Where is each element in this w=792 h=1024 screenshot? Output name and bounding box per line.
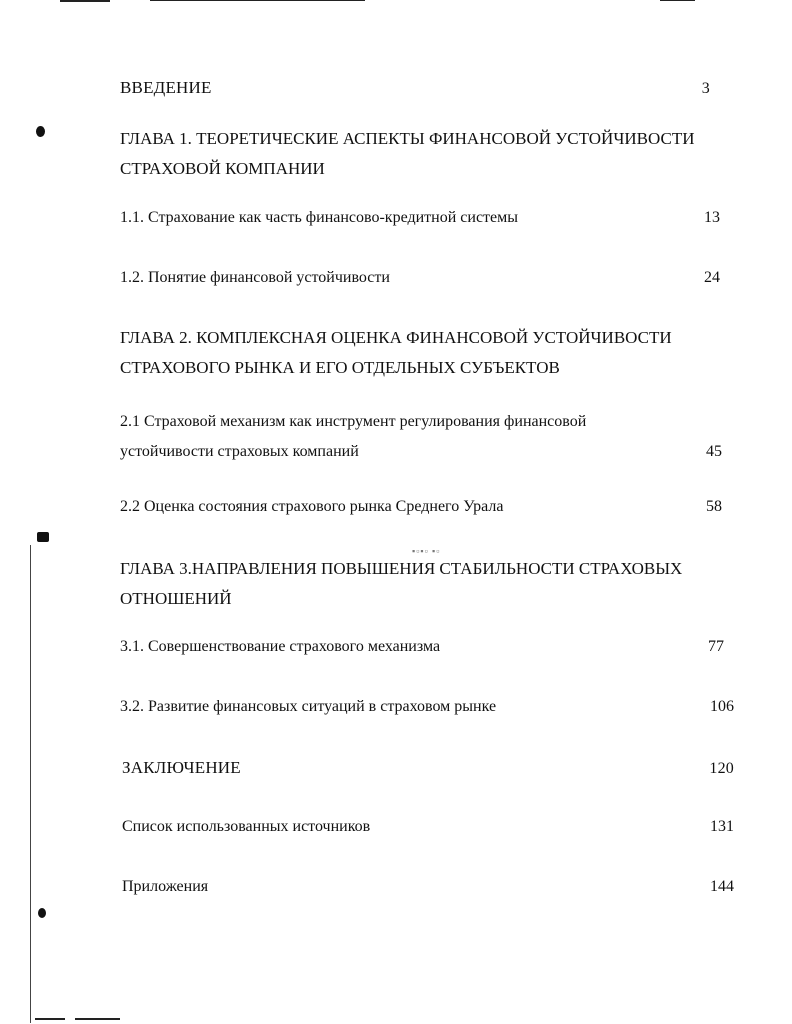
toc-page-number: 131	[710, 818, 734, 835]
chapter-title-line: СТРАХОВОЙ КОМПАНИИ	[120, 159, 325, 178]
chapter-title-line: ГЛАВА 2. КОМПЛЕКСНАЯ ОЦЕНКА ФИНАНСОВОЙ УСТОЙЧИВОСТИ	[120, 328, 672, 347]
toc-entry-title: Список использованных источников	[122, 818, 371, 835]
chapter-title-line: ГЛАВА 3.НАПРАВЛЕНИЯ ПОВЫШЕНИЯ СТАБИЛЬНОСТИ СТРАХОВЫХ	[120, 559, 683, 578]
chapter-title-line: ОТНОШЕНИЙ	[120, 589, 232, 608]
toc-page-number: 3	[701, 80, 710, 97]
toc-entry-title: ВВЕДЕНИЕ	[120, 78, 212, 97]
chapter-title-line: ГЛАВА 1. ТЕОРЕТИЧЕСКИЕ АСПЕКТЫ ФИНАНСОВОЙ УСТОЙЧИВОСТИ	[120, 129, 695, 148]
toc-chapter-3	[120, 554, 682, 614]
toc-entry-title: 3.2. Развитие финансовых ситуаций в страховом рынке	[120, 698, 497, 715]
scan-artifact-left-edge	[30, 545, 31, 1023]
toc-entry-2-2	[120, 498, 722, 516]
scan-artifact-bottom-2	[75, 1018, 120, 1020]
toc-entry-title-line: устойчивости страховых компаний	[120, 443, 359, 460]
toc-page-number: 24	[704, 269, 720, 286]
toc-entry-title: 1.1. Страхование как часть финансово-кредитной системы	[120, 209, 519, 226]
toc-entry-appendix	[122, 878, 734, 896]
toc-entry-introduction	[120, 78, 710, 98]
toc-page-number: 106	[710, 698, 734, 715]
toc-entry-title: 2.2 Оценка состояния страхового рынка Среднего Урала	[120, 498, 504, 515]
toc-entry-3-1	[120, 638, 724, 656]
scan-artifact-bottom-1	[35, 1018, 65, 1020]
toc-entry-title: 1.2. Понятие финансовой устойчивости	[120, 269, 390, 286]
toc-page-number: 58	[706, 498, 722, 515]
scan-speck	[38, 908, 46, 918]
toc-entry-1-1	[120, 209, 720, 227]
toc-entry-sources	[122, 818, 734, 836]
toc-entry-title: 3.1. Совершенствование страхового механизма	[120, 638, 441, 655]
toc-entry-3-2	[120, 698, 734, 716]
scan-artifact-top-mid	[150, 0, 365, 1]
toc-entry-title: Приложения	[122, 878, 209, 895]
toc-chapter-2	[120, 323, 672, 383]
toc-page-number: 77	[708, 638, 724, 655]
toc-entry-1-2	[120, 269, 720, 287]
toc-page-number: 45	[706, 443, 722, 460]
scan-artifact-top-left	[60, 0, 110, 2]
scan-speck	[37, 532, 49, 542]
toc-entry-2-1	[120, 407, 722, 467]
toc-page-number: 120	[709, 760, 734, 777]
toc-page-number: 144	[710, 878, 734, 895]
chapter-title-line: СТРАХОВОГО РЫНКА И ЕГО ОТДЕЛЬНЫХ СУБЪЕКТОВ	[120, 358, 560, 377]
scan-artifact-top-right	[660, 0, 695, 1]
toc-page-number: 13	[704, 209, 720, 226]
faint-stamp-marks: ▪▫▪▫ ▪▫	[412, 546, 441, 556]
scan-speck	[36, 126, 45, 137]
toc-entry-conclusion	[122, 758, 734, 778]
toc-entry-title: ЗАКЛЮЧЕНИЕ	[122, 758, 241, 777]
toc-entry-title-line: 2.1 Страховой механизм как инструмент регулирования финансовой	[120, 413, 587, 430]
toc-chapter-1	[120, 124, 694, 184]
